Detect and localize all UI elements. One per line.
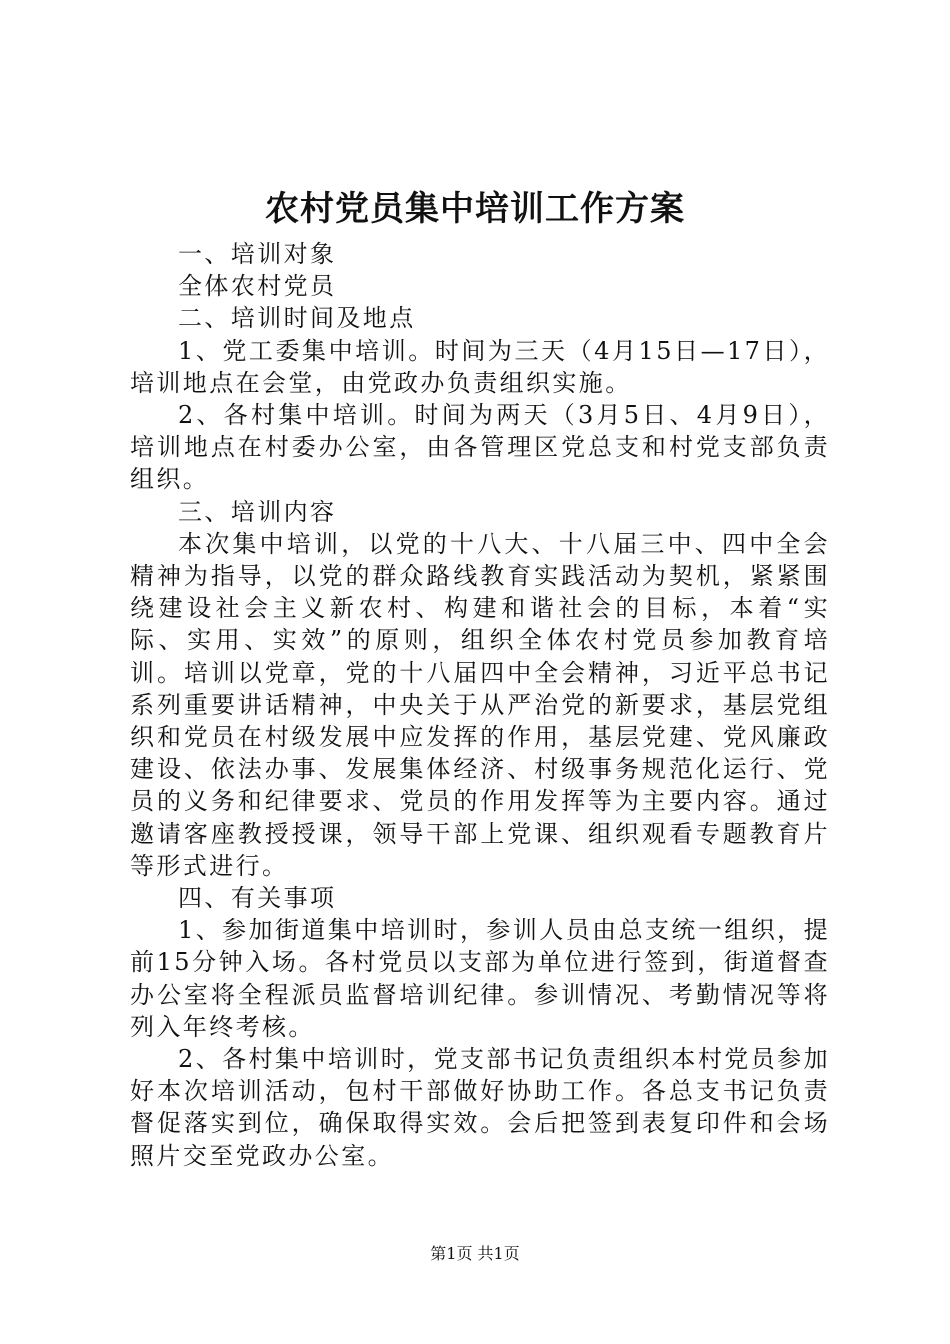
paragraph: 2、各村集中培训时，党支部书记负责组织本村党员参加好本次培训活动，包村干部做好协助工作。各总支书记负责督促落实到位，确保取得实效。会后把签到表复印件和会场照片交至党政办公室。 bbox=[130, 1045, 830, 1170]
page-footer: 第1页 共1页 bbox=[430, 1244, 520, 1263]
section-heading-4: 四、有关事项 bbox=[178, 884, 337, 913]
section-heading-3: 三、培训内容 bbox=[178, 497, 337, 526]
paragraph: 本次集中培训，以党的十八大、十八届三中、四中全会精神为指导，以党的群众路线教育实践活动为契机，紧紧围绕建设社会主义新农村、构建和谐社会的目标，本着“实际、实用、实效”的原则，组织全体农村党员参加教育培训。培训以党章，党的十八届四中全会精神，习近平总书记系列重要讲话精神，中央关于从严治党的新要求，基层党组织和党员在村级发展中应发挥的作用，基层党建、党风廉政建设、依法办事、发展集体经济、村级事务规范化运行、党员的义务和纪律要求、党员的作用发挥等为主要内容。通过邀请客座教授授课，领导干部上党课、组织观看专题教育片等形式进行。 bbox=[130, 529, 830, 880]
document-title: 农村党员集中培训工作方案 bbox=[265, 189, 685, 229]
section-heading-1: 一、培训对象 bbox=[178, 240, 337, 268]
paragraph: 全体农村党员 bbox=[178, 272, 337, 301]
section-heading-2: 二、培训时间及地点 bbox=[178, 304, 416, 333]
paragraph: 1、党工委集中培训。时间为三天（4月15日—17日），培训地点在会堂，由党政办负责组织实施。 bbox=[130, 336, 830, 397]
document-body bbox=[130, 238, 830, 1172]
paragraph: 2、各村集中培训。时间为两天（3月5日、4月9日），培训地点在村委办公室，由各管理区党总支和村党支部负责组织。 bbox=[130, 401, 830, 494]
paragraph: 1、参加街道集中培训时，参训人员由总支统一组织，提前15分钟入场。各村党员以支部为单位进行签到，街道督查办公室将全程派员监督培训纪律。参训情况、考勤情况等将列入年终考核。 bbox=[130, 916, 830, 1041]
